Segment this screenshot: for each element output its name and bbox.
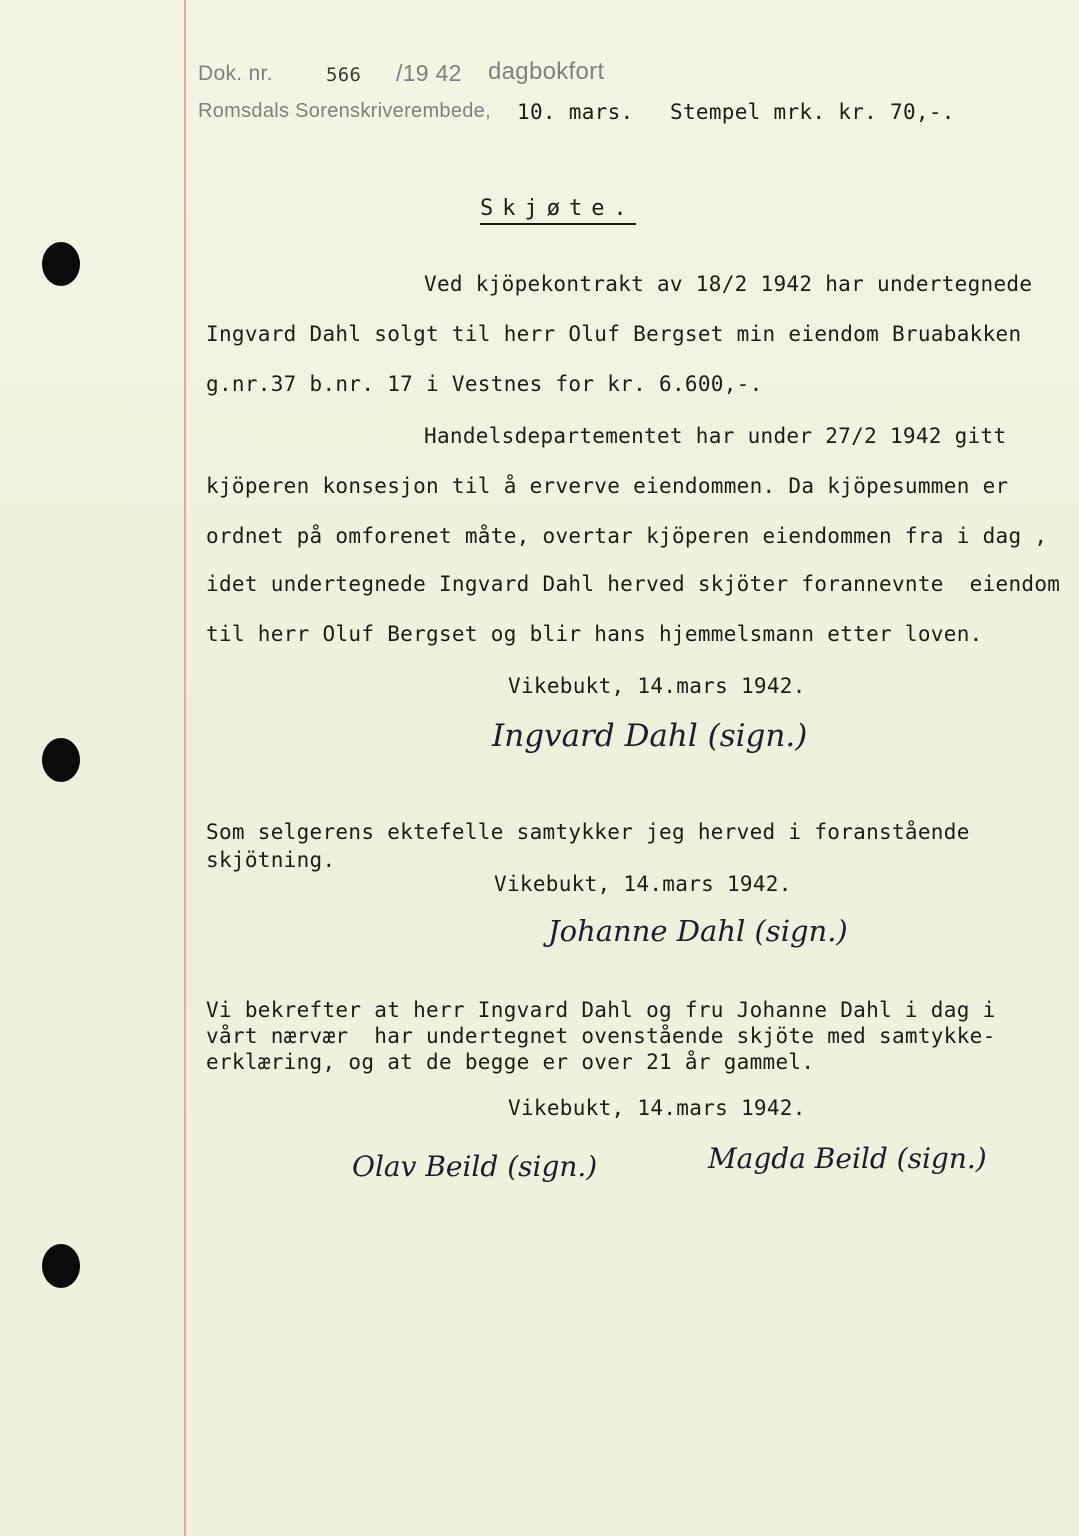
punch-hole-icon — [42, 738, 80, 782]
dok-label: Dok. nr. — [198, 62, 273, 85]
place-date: Vikebukt, 14.mars 1942. — [508, 1096, 806, 1120]
margin-rule — [184, 0, 186, 1536]
consent-line: Som selgerens ektefelle samtykker jeg herved i foranstående — [206, 820, 970, 844]
signature-johanne: Johanne Dahl (sign.) — [548, 914, 848, 948]
stamp-fee: Stempel mrk. kr. 70,-. — [670, 100, 955, 124]
paragraph-line: Ingvard Dahl solgt til herr Oluf Bergset min eiendom Bruabakken — [206, 322, 1022, 346]
office-name: Romsdals Sorenskriverembede, — [198, 100, 491, 122]
paragraph-line: g.nr.37 b.nr. 17 i Vestnes for kr. 6.600,-. — [206, 372, 763, 396]
dagbokfort-label: dagbokfort — [488, 58, 605, 85]
punch-hole-icon — [42, 1244, 80, 1288]
signature-magda: Magda Beild (sign.) — [708, 1142, 987, 1175]
place-date: Vikebukt, 14.mars 1942. — [508, 674, 806, 698]
document-title: Skjøte. — [480, 196, 636, 225]
paragraph-line: ordnet på omforenet måte, overtar kjöperen eiendommen fra i dag , — [206, 524, 1048, 548]
paragraph-line: Handelsdepartementet har under 27/2 1942 gitt — [424, 424, 1007, 448]
witness-line: Vi bekrefter at herr Ingvard Dahl og fru Johanne Dahl i dag i — [206, 998, 996, 1022]
header-date: 10. mars. — [517, 100, 634, 124]
dok-year: /19 42 — [396, 60, 462, 86]
punch-hole-icon — [42, 242, 80, 286]
signature-olav: Olav Beild (sign.) — [352, 1150, 598, 1183]
consent-line: skjötning. — [206, 848, 336, 872]
signature-ingvard: Ingvard Dahl (sign.) — [492, 718, 808, 754]
paragraph-line: Ved kjöpekontrakt av 18/2 1942 har undertegnede — [424, 272, 1033, 296]
paragraph-line: kjöperen konsesjon til å erverve eiendommen. Da kjöpesummen er — [206, 474, 1009, 498]
dok-number: 566 — [326, 64, 362, 86]
witness-line: vårt nærvær har undertegnet ovenstående skjöte med samtykke- — [206, 1024, 996, 1048]
paragraph-line: til herr Oluf Bergset og blir hans hjemmelsmann etter loven. — [206, 622, 983, 646]
paragraph-line: idet undertegnede Ingvard Dahl herved skjöter forannevnte eiendom — [206, 572, 1061, 596]
place-date: Vikebukt, 14.mars 1942. — [494, 872, 792, 896]
witness-line: erklæring, og at de begge er over 21 år gammel. — [206, 1050, 815, 1074]
